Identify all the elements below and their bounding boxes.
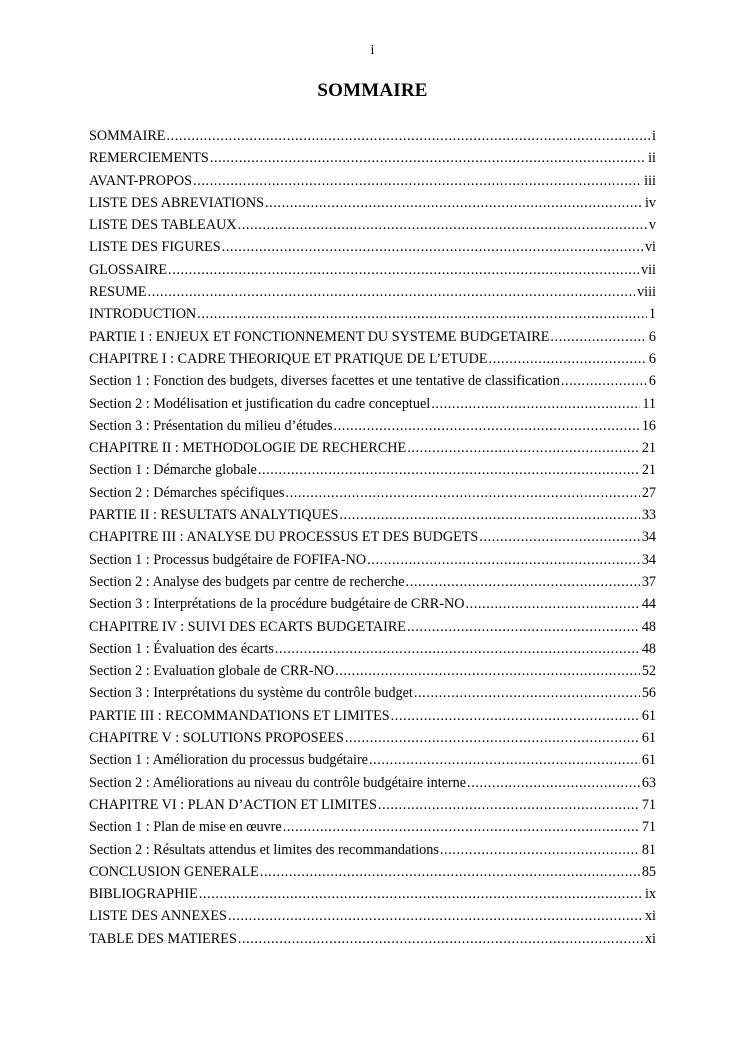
toc-entry-label: BIBLIOGRAPHIE bbox=[89, 886, 198, 903]
toc-entry[interactable] bbox=[89, 393, 656, 415]
toc-entry[interactable] bbox=[89, 727, 656, 749]
toc-dot-leader bbox=[406, 571, 640, 593]
toc-entry[interactable] bbox=[89, 303, 656, 325]
page-title: SOMMAIRE bbox=[317, 80, 428, 101]
toc-entry-label: GLOSSAIRE bbox=[89, 261, 168, 278]
toc-entry-label: Section 2 : Démarches spécifiques bbox=[89, 484, 285, 501]
toc-dot-leader bbox=[467, 772, 640, 794]
toc-entry[interactable] bbox=[89, 571, 656, 593]
toc-entry-page: 85 bbox=[641, 863, 656, 880]
toc-entry-page: 6 bbox=[648, 373, 656, 390]
toc-entry-page: xi bbox=[644, 908, 656, 925]
toc-entry-page: 52 bbox=[641, 663, 656, 680]
toc-entry[interactable] bbox=[89, 437, 656, 459]
toc-entry[interactable] bbox=[89, 749, 656, 771]
toc-entry-page: 48 bbox=[641, 640, 656, 657]
toc-entry-page: 16 bbox=[641, 417, 656, 434]
toc-entry[interactable] bbox=[89, 147, 656, 169]
toc-entry-label: RESUME bbox=[89, 284, 147, 301]
toc-dot-leader bbox=[440, 839, 640, 861]
toc-dot-leader bbox=[465, 593, 639, 615]
table-of-contents bbox=[89, 125, 656, 950]
page-number: i bbox=[370, 43, 375, 58]
toc-entry-page: 44 bbox=[641, 596, 656, 613]
toc-entry-page: 61 bbox=[641, 730, 656, 747]
toc-dot-leader bbox=[222, 236, 643, 258]
toc-entry-page: 61 bbox=[641, 752, 656, 769]
toc-entry[interactable] bbox=[89, 192, 656, 214]
toc-entry-label: CHAPITRE VI : PLAN D’ACTION ET LIMITES bbox=[89, 796, 377, 813]
toc-entry-label: LISTE DES TABLEAUX bbox=[89, 217, 237, 234]
toc-entry-page: ii bbox=[648, 150, 656, 167]
toc-entry-label: CHAPITRE III : ANALYSE DU PROCESSUS ET DES BUDGETS bbox=[89, 529, 479, 546]
toc-entry[interactable] bbox=[89, 772, 656, 794]
toc-dot-leader bbox=[407, 437, 640, 459]
toc-entry-label: SOMMAIRE bbox=[89, 128, 166, 144]
toc-entry-page: 6 bbox=[648, 328, 656, 345]
toc-entry[interactable] bbox=[89, 905, 656, 927]
toc-dot-leader bbox=[334, 415, 640, 437]
toc-entry[interactable] bbox=[89, 482, 656, 504]
toc-entry-page: 34 bbox=[641, 529, 656, 546]
toc-dot-leader bbox=[168, 259, 639, 281]
toc-entry[interactable] bbox=[89, 816, 656, 838]
toc-entry[interactable] bbox=[89, 928, 656, 950]
toc-entry-page: 37 bbox=[641, 573, 656, 590]
toc-entry-page: vii bbox=[641, 261, 656, 278]
toc-entry-page: 27 bbox=[641, 484, 656, 501]
toc-dot-leader bbox=[238, 214, 647, 236]
toc-dot-leader bbox=[228, 905, 643, 927]
toc-entry[interactable] bbox=[89, 705, 656, 727]
toc-entry-label: CHAPITRE I : CADRE THEORIQUE ET PRATIQUE DE L’ETUDE bbox=[89, 350, 488, 367]
toc-dot-leader bbox=[260, 861, 640, 883]
toc-entry[interactable] bbox=[89, 504, 656, 526]
toc-entry-page: 6 bbox=[648, 350, 656, 367]
toc-entry[interactable] bbox=[89, 415, 656, 437]
toc-entry-page: 63 bbox=[641, 774, 656, 791]
toc-dot-leader bbox=[339, 504, 639, 526]
toc-entry-label: Section 2 : Analyse des budgets par centre de recherche bbox=[89, 573, 405, 590]
toc-entry-label: PARTIE II : RESULTATS ANALYTIQUES bbox=[89, 507, 339, 524]
toc-dot-leader bbox=[285, 482, 639, 504]
toc-entry-page: 21 bbox=[641, 462, 656, 479]
toc-entry-page: 56 bbox=[641, 685, 656, 702]
toc-entry[interactable] bbox=[89, 839, 656, 861]
toc-entry-label: INTRODUCTION bbox=[89, 306, 197, 323]
toc-entry-label: Section 1 : Évaluation des écarts bbox=[89, 640, 274, 657]
toc-dot-leader bbox=[431, 393, 640, 415]
toc-entry-page: 61 bbox=[641, 707, 656, 724]
toc-dot-leader bbox=[550, 326, 646, 348]
toc-entry[interactable] bbox=[89, 214, 656, 236]
toc-entry-page: i bbox=[652, 128, 656, 144]
toc-entry-label: LISTE DES ANNEXES bbox=[89, 908, 227, 925]
toc-entry-label: Section 1 : Processus budgétaire de FOFIFA-NO bbox=[89, 551, 367, 568]
toc-dot-leader bbox=[489, 348, 647, 370]
toc-entry-label: Section 1 : Démarche globale bbox=[89, 462, 257, 479]
toc-dot-leader bbox=[369, 749, 640, 771]
toc-entry[interactable] bbox=[89, 326, 656, 348]
toc-entry-label: Section 3 : Interprétations de la procédure budgétaire de CRR-NO bbox=[89, 596, 465, 613]
toc-entry[interactable] bbox=[89, 549, 656, 571]
toc-entry[interactable] bbox=[89, 638, 656, 660]
toc-dot-leader bbox=[148, 281, 636, 303]
toc-entry-label: LISTE DES ABREVIATIONS bbox=[89, 194, 264, 211]
toc-entry-page: iii bbox=[644, 172, 656, 189]
toc-dot-leader bbox=[479, 526, 640, 548]
toc-entry-page: 71 bbox=[641, 796, 656, 813]
toc-entry-page: 33 bbox=[641, 507, 656, 524]
toc-entry-page: vi bbox=[644, 239, 656, 256]
toc-entry[interactable] bbox=[89, 370, 656, 392]
toc-dot-leader bbox=[258, 459, 640, 481]
toc-entry[interactable] bbox=[89, 459, 656, 481]
toc-entry-label: CONCLUSION GENERALE bbox=[89, 863, 259, 880]
toc-entry-label: Section 1 : Plan de mise en œuvre bbox=[89, 819, 282, 836]
toc-dot-leader bbox=[345, 727, 640, 749]
toc-entry-page: xi bbox=[644, 930, 656, 947]
toc-entry[interactable] bbox=[89, 526, 656, 548]
toc-entry[interactable] bbox=[89, 660, 656, 682]
toc-entry-label: REMERCIEMENTS bbox=[89, 150, 209, 167]
toc-entry-label: Section 2 : Modélisation et justification du cadre conceptuel bbox=[89, 395, 431, 412]
toc-entry-label: CHAPITRE V : SOLUTIONS PROPOSEES bbox=[89, 730, 344, 747]
toc-entry[interactable] bbox=[89, 682, 656, 704]
toc-entry-page: iv bbox=[644, 194, 656, 211]
toc-entry[interactable] bbox=[89, 259, 656, 281]
toc-entry[interactable] bbox=[89, 281, 656, 303]
toc-entry[interactable] bbox=[89, 593, 656, 615]
toc-entry-label: Section 2 : Résultats attendus et limites des recommandations bbox=[89, 841, 439, 858]
toc-entry-label: CHAPITRE IV : SUIVI DES ECARTS BUDGETAIRE bbox=[89, 618, 406, 635]
toc-entry-page: 81 bbox=[641, 841, 656, 858]
toc-dot-leader bbox=[238, 928, 643, 950]
toc-dot-leader bbox=[199, 883, 643, 905]
toc-entry-page: v bbox=[648, 217, 656, 234]
toc-dot-leader bbox=[335, 660, 640, 682]
toc-entry-page: ix bbox=[644, 886, 656, 903]
toc-entry-label: Section 2 : Améliorations au niveau du contrôle budgétaire interne bbox=[89, 774, 467, 791]
toc-entry-label: Section 3 : Interprétations du système du contrôle budget bbox=[89, 685, 413, 702]
toc-entry-label: Section 1 : Fonction des budgets, diverses facettes et une tentative de classification bbox=[89, 373, 560, 390]
toc-entry-label: PARTIE III : RECOMMANDATIONS ET LIMITES bbox=[89, 707, 390, 724]
toc-dot-leader bbox=[166, 125, 650, 147]
toc-entry-page: 21 bbox=[641, 440, 656, 457]
toc-dot-leader bbox=[275, 638, 640, 660]
toc-entry[interactable] bbox=[89, 794, 656, 816]
toc-dot-leader bbox=[561, 370, 647, 392]
toc-entry[interactable] bbox=[89, 616, 656, 638]
toc-entry-label: Section 3 : Présentation du milieu d’études bbox=[89, 417, 333, 434]
toc-entry[interactable] bbox=[89, 348, 656, 370]
toc-entry[interactable] bbox=[89, 236, 656, 258]
toc-dot-leader bbox=[283, 816, 640, 838]
toc-entry[interactable] bbox=[89, 125, 656, 147]
toc-entry-page: 34 bbox=[641, 551, 656, 568]
toc-dot-leader bbox=[367, 549, 640, 571]
toc-entry-label: CHAPITRE II : METHODOLOGIE DE RECHERCHE bbox=[89, 440, 407, 457]
toc-dot-leader bbox=[210, 147, 646, 169]
toc-entry-label: Section 2 : Evaluation globale de CRR-NO bbox=[89, 663, 335, 680]
toc-entry-page: 11 bbox=[642, 395, 656, 412]
toc-entry-label: LISTE DES FIGURES bbox=[89, 239, 221, 256]
toc-entry-label: TABLE DES MATIERES bbox=[89, 930, 237, 947]
toc-entry-label: PARTIE I : ENJEUX ET FONCTIONNEMENT DU SYSTEME BUDGETAIRE bbox=[89, 328, 550, 345]
toc-entry[interactable] bbox=[89, 861, 656, 883]
toc-dot-leader bbox=[197, 303, 647, 325]
toc-entry[interactable] bbox=[89, 170, 656, 192]
toc-entry[interactable] bbox=[89, 883, 656, 905]
toc-dot-leader bbox=[391, 705, 640, 727]
toc-entry-page: viii bbox=[637, 284, 656, 301]
toc-entry-page: 48 bbox=[641, 618, 656, 635]
toc-dot-leader bbox=[414, 682, 640, 704]
toc-dot-leader bbox=[265, 192, 643, 214]
toc-dot-leader bbox=[407, 616, 640, 638]
toc-dot-leader bbox=[193, 170, 642, 192]
toc-dot-leader bbox=[378, 794, 640, 816]
toc-entry-label: AVANT-PROPOS bbox=[89, 172, 193, 189]
toc-entry-label: Section 1 : Amélioration du processus budgétaire bbox=[89, 752, 368, 769]
toc-entry-page: 71 bbox=[641, 819, 656, 836]
toc-entry-page: 1 bbox=[648, 306, 656, 323]
